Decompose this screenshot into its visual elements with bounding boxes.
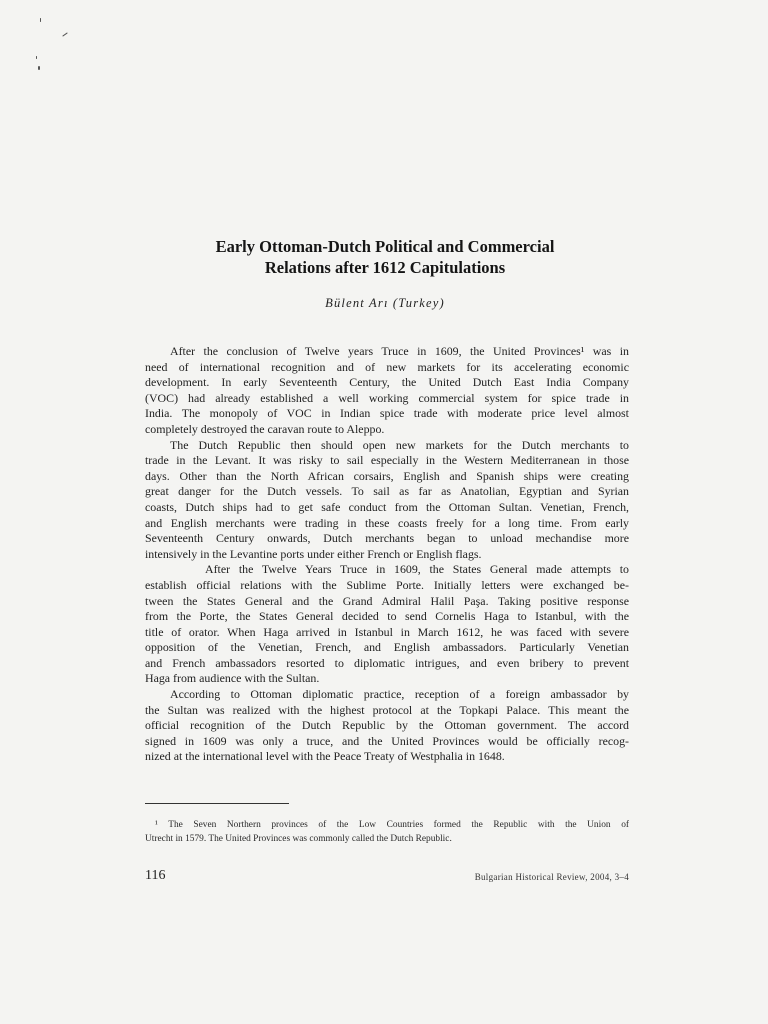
- body-line: development. In early Seventeenth Century, the United Dutch East India Company: [145, 375, 629, 390]
- body-line: the Sultan was realized with the highest protocol at the Topkapi Palace. This meant the: [145, 702, 629, 717]
- body-line: coasts, Dutch ships had to get safe conduct from the Ottoman Sultan. Venetian, French,: [145, 499, 629, 514]
- body-line: signed in 1609 was only a truce, and the United Provinces would be officially recog-: [145, 733, 629, 748]
- body-line: great danger for the Dutch vessels. To sail as far as Anatolian, Egyptian and Syrian: [145, 484, 629, 499]
- footnote-divider: [145, 803, 289, 804]
- journal-reference: Bulgarian Historical Review, 2004, 3–4: [474, 872, 629, 882]
- body-line: The Dutch Republic then should open new markets for the Dutch merchants to: [170, 437, 629, 452]
- author-byline: Bülent Arı (Turkey): [325, 296, 445, 310]
- footnote: [145, 818, 629, 846]
- footnote-line: Utrecht in 1579. The United Provinces was commonly called the Dutch Republic.: [145, 834, 452, 844]
- body-line: India. The monopoly of VOC in Indian spice trade with moderate price level almost: [145, 406, 629, 421]
- body-line: from the Porte, the States General decided to send Cornelis Haga to Istanbul, with the: [145, 609, 629, 624]
- body-line: Seventeenth Century onwards, Dutch merchants began to unload mechandise more: [145, 531, 629, 546]
- body-line: need of international recognition and of new markets for its accelerating economic: [145, 359, 629, 374]
- body-line: Haga from audience with the Sultan.: [145, 671, 320, 686]
- footnote-line: ¹ The Seven Northern provinces of the Low Countries formed the Republic with the Union of: [155, 820, 629, 830]
- body-line: According to Ottoman diplomatic practice, reception of a foreign ambassador by: [170, 687, 629, 702]
- page-number: 116: [145, 868, 166, 883]
- body-line: After the conclusion of Twelve years Truce in 1609, the United Provinces¹ was in: [170, 344, 629, 358]
- article-title: [120, 236, 650, 278]
- article-body: [145, 344, 629, 765]
- body-line: opposition of the Venetian, French, and English ambassadors. Particularly Venetian: [145, 640, 629, 655]
- body-line: title of orator. When Haga arrived in Istanbul in March 1612, he was faced with severe: [145, 624, 629, 639]
- article-title-line-1: Early Ottoman-Dutch Political and Commercial: [215, 237, 555, 256]
- body-line: nized at the international level with the Peace Treaty of Westphalia in 1648.: [145, 749, 505, 764]
- body-line: official recognition of the Dutch Republic by the Ottoman government. The accord: [145, 718, 629, 733]
- body-line: and English merchants were trading in these coasts freely for a long time. From early: [145, 515, 629, 530]
- body-line: and French ambassadors resorted to diplomatic intrigues, and even bribery to prevent: [145, 655, 629, 670]
- article-title-line-2: Relations after 1612 Capitulations: [264, 258, 506, 277]
- body-line: days. Other than the North African corsairs, English and Spanish ships were creating: [145, 468, 629, 483]
- body-line: trade in the Levant. It was risky to sail especially in the Western Mediterranean in those: [145, 453, 629, 468]
- body-line: completely destroyed the caravan route to Aleppo.: [145, 421, 385, 436]
- body-line: tween the States General and the Grand Admiral Halil Paşa. Taking positive response: [145, 593, 629, 608]
- body-line: intensively in the Levantine ports under either French or English flags.: [145, 546, 482, 561]
- body-line: establish official relations with the Sublime Porte. Initially letters were exchanged be-: [145, 577, 629, 592]
- body-line: (VOC) had already established a well working commercial system for spice trade in: [145, 390, 629, 405]
- body-line: After the Twelve Years Truce in 1609, the States General made attempts to: [205, 562, 629, 577]
